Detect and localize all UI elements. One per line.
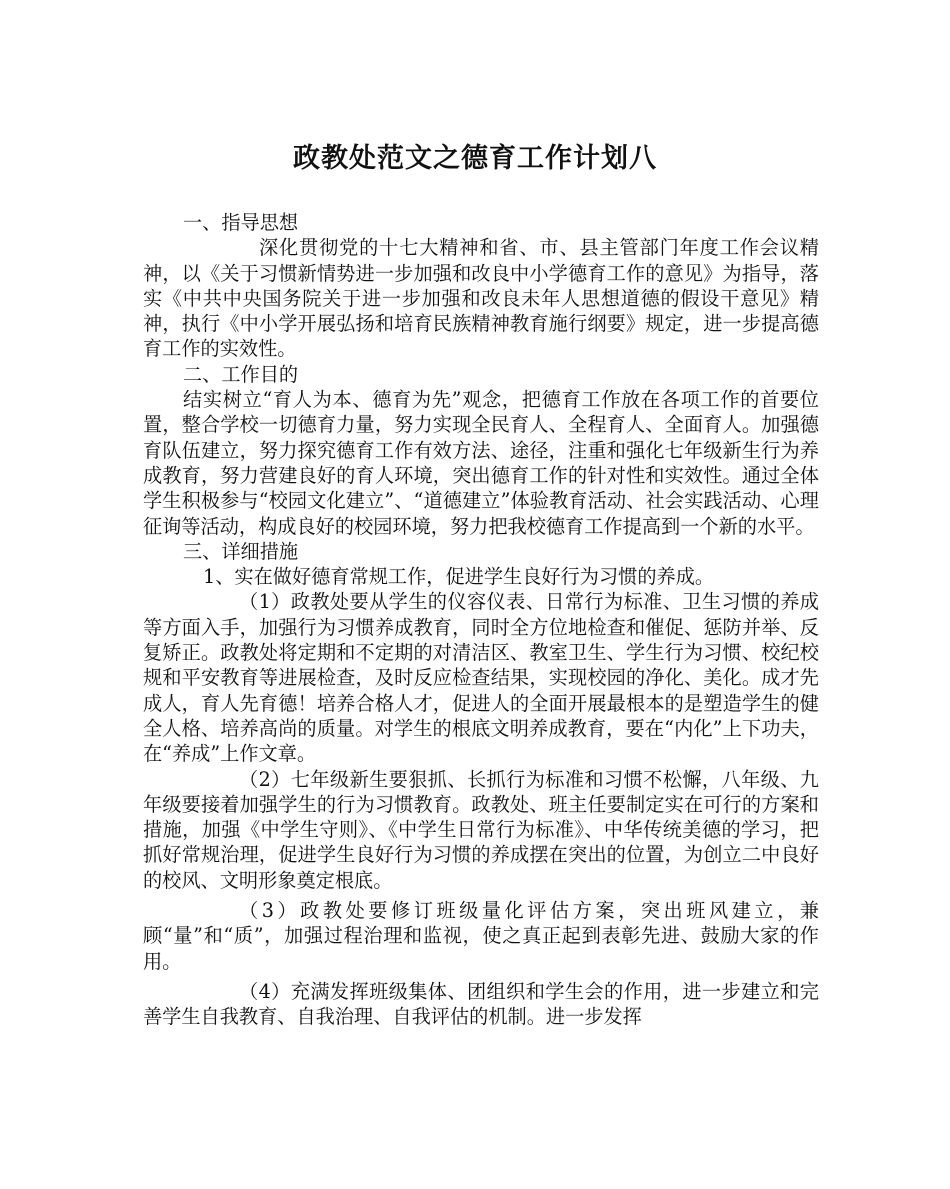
measure-1-heading: 1、实在做好德育常规工作，促进学生良好行为习惯的养成。 [203, 565, 715, 589]
measure-item-3: （3）政教处要修订班级量化评估方案，突出班风建立，兼顾“量”和“质”，加强过程治理和监视，使之真正起到表彰先进、鼓励大家的作用。 [143, 899, 819, 973]
measure-item-2: （2）七年级新生要狠抓、长抓行为标准和习惯不松懈，八年级、九年级要接着加强学生的行为习惯教育。政教处、班主任要制定实在可行的方案和措施，加强《中学生守则》、《中学生日常行为标准》、中华传统美德的学习，把抓好常规治理，促进学生良好行为习惯的养成摆在突出的位置，为创立二中良好的校风、文明形象奠定根底。 [143, 767, 819, 892]
document-body [143, 210, 819, 1030]
paragraph-work-goals: 结实树立“育人为本、德育为先”观念，把德育工作放在各项工作的首要位置，整合学校一切德育力量，努力实现全民育人、全程育人、全面育人。加强德育队伍建立，努力探究德育工作有效方法、途径，注重和强化七年级新生行为养成教育，努力营建良好的育人环境，突出德育工作的针对性和实效性。通过全体学生积极参与“校园文化建立”、“道德建立”体验教育活动、社会实践活动、心理征询等活动，构成良好的校园环境，努力把我校德育工作提高到一个新的水平。 [143, 388, 819, 538]
section-heading-guiding-ideology: 一、指导思想 [183, 211, 299, 234]
document-title: 政教处范文之德育工作计划八 [293, 143, 657, 174]
measure-item-1: （1）政教处要从学生的仪容仪表、日常行为标准、卫生习惯的养成等方面入手，加强行为习惯养成教育，同时全方位地检查和催促、惩防并举、反复矫正。政教处将定期和不定期的对清洁区、教室卫生、学生行为习惯、校纪校规和平安教育等进展检查，及时反应检查结果，实现校园的净化、美化。成才先成人，育人先育德！培养合格人才，促进人的全面开展最根本的是塑造学生的健全人格、培养高尚的质量。对学生的根底文明养成教育，要在“内化”上下功夫，在“养成”上作文章。 [143, 590, 819, 766]
section-heading-work-goals: 二、工作目的 [183, 362, 299, 386]
paragraph-guiding-ideology: 深化贯彻党的十七大精神和省、市、县主管部门年度工作会议精神，以《关于习惯新情势进一步加强和改良中小学德育工作的意见》为指导，落实《中共中央国务院关于进一步加强和改良未年人思想道德的假设干意见》精神，执行《中小学开展弘扬和培育民族精神教育施行纲要》规定，进一步提高德育工作的实效性。 [143, 236, 819, 361]
measure-item-4: （4）充满发挥班级集体、团组织和学生会的作用，进一步建立和完善学生自我教育、自我治理、自我评估的机制。进一步发挥 [143, 979, 819, 1029]
section-heading-detailed-measures: 三、详细措施 [183, 539, 299, 563]
